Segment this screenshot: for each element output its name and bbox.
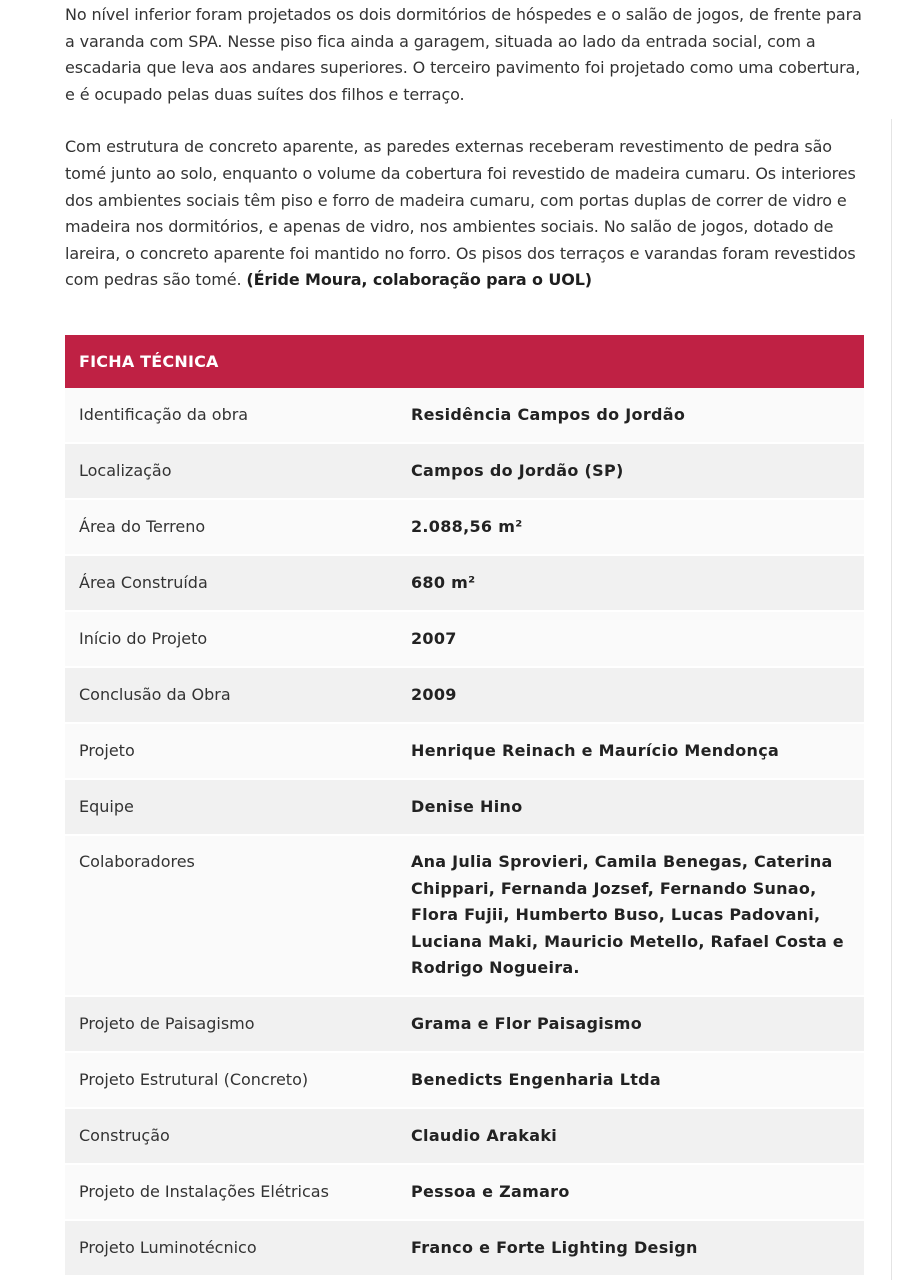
technical-sheet-row [65,724,864,780]
technical-sheet-title: FICHA TÉCNICA [65,335,864,388]
row-label: Construção [79,1125,170,1145]
row-value: Campos do Jordão (SP) [411,460,624,480]
technical-sheet-row [65,444,864,500]
row-value: 680 m² [411,572,476,592]
row-label: Projeto [79,740,135,760]
article-paragraph-text: Com estrutura de concreto aparente, as paredes externas receberam revestimento de pedra são tomé junto ao solo, enquanto o volume da cobertura foi revestido de madeira cumaru. Os interiores dos ambientes sociais têm piso e forro de madeira cumaru, com portas duplas de correr de vidro e madeira nos dormitórios, e apenas de vidro, nos ambientes sociais. No salão de jogos, dotado de lareira, o concreto aparente foi mantido no forro. Os pisos dos terraços e varandas foram revestidos com pedras são tomé. [65,137,856,290]
row-label: Projeto de Paisagismo [79,1013,255,1033]
row-label: Área do Terreno [79,516,206,536]
row-label: Início do Projeto [79,628,208,648]
article-paragraph: No nível inferior foram projetados os dois dormitórios de hóspedes e o salão de jogos, de frente para a varanda com SPA. Nesse piso fica ainda a garagem, situada ao lado da entrada social, com a escadaria que leva aos andares superiores. O terceiro pavimento foi projetado como uma cobertura, e é ocupado pelas duas suítes dos filhos e terraço. [65,5,862,104]
row-value: 2.088,56 m² [411,516,523,536]
row-label: Projeto Estrutural (Concreto) [79,1069,309,1089]
technical-sheet-row [65,836,864,997]
article-credit: (Éride Moura, colaboração para o UOL) [246,270,592,290]
row-value: 2009 [411,684,457,704]
technical-sheet-row [65,1221,864,1277]
row-value: Grama e Flor Paisagismo [411,1013,643,1033]
row-value: Henrique Reinach e Maurício Mendonça [411,740,780,760]
technical-sheet-row [65,668,864,724]
technical-sheet-row [65,780,864,836]
row-label: Área Construída [79,572,208,592]
technical-sheet-row [65,1053,864,1109]
row-label: Colaboradores [79,852,195,871]
row-label: Projeto Luminotécnico [79,1237,257,1257]
article-paragraph [65,134,865,294]
row-value: Residência Campos do Jordão [411,404,686,424]
row-value: Franco e Forte Lighting Design [411,1237,698,1257]
technical-sheet-row [65,388,864,444]
row-label: Identificação da obra [79,404,249,424]
technical-sheet-row [65,556,864,612]
technical-sheet-row [65,1165,864,1221]
technical-sheet-table [65,335,864,1277]
technical-sheet-row [65,1109,864,1165]
row-value: Pessoa e Zamaro [411,1181,570,1201]
row-label: Projeto de Instalações Elétricas [79,1181,329,1201]
row-label: Conclusão da Obra [79,684,231,704]
article-body [65,0,865,294]
row-value: Ana Julia Sprovieri, Camila Benegas, Caterina Chippari, Fernanda Jozsef, Fernando Sunao, Flora Fujii, Humberto Buso, Lucas Padovani, Luciana Maki, Mauricio Metello, Rafael Costa e Rodrigo Nogueira. [411,852,844,978]
row-value: Claudio Arakaki [411,1125,558,1145]
row-label: Localização [79,460,172,480]
technical-sheet-row [65,500,864,556]
technical-sheet-row [65,612,864,668]
row-value: 2007 [411,628,457,648]
row-value: Denise Hino [411,796,523,816]
row-label: Equipe [79,796,134,816]
row-value: Benedicts Engenharia Ltda [411,1069,661,1089]
technical-sheet-row [65,997,864,1053]
page-right-divider [891,119,892,1280]
